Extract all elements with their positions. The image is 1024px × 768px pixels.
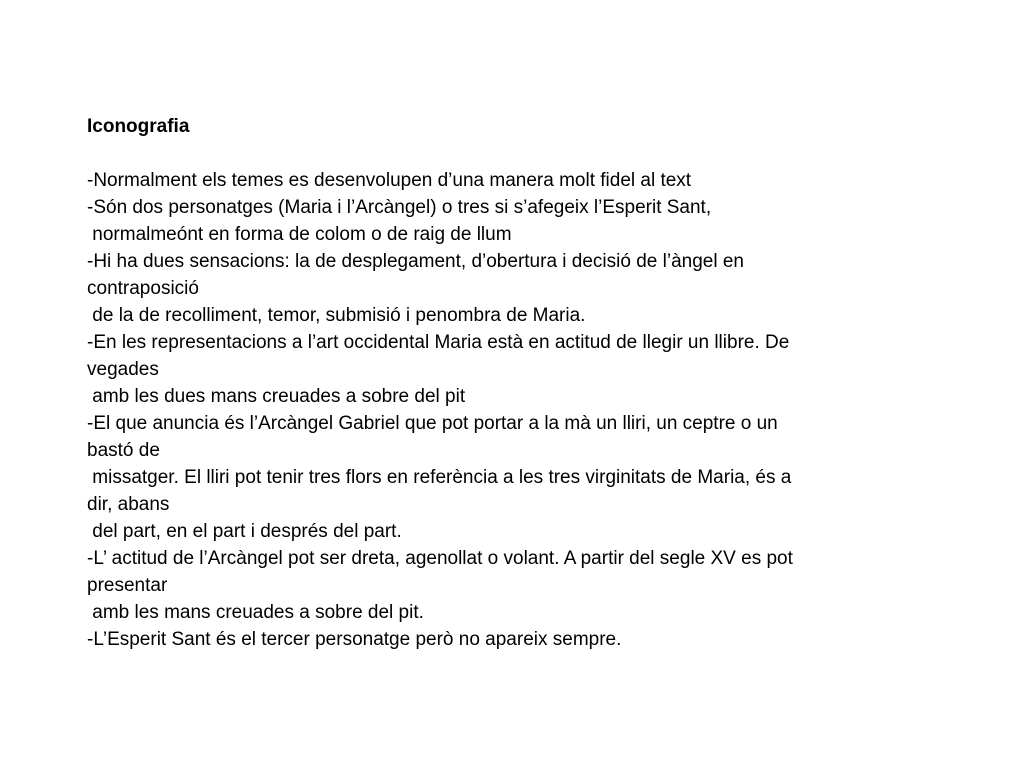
body-line: amb les mans creuades a sobre del pit. xyxy=(87,602,424,623)
body-line: bastó de xyxy=(87,440,160,461)
body-line: -En les representacions a l’art occidental Maria està en actitud de llegir un llibre. De xyxy=(87,332,790,353)
body-line: de la de recolliment, temor, submisió i penombra de Maria. xyxy=(87,305,586,326)
body-line: -Són dos personatges (Maria i l’Arcàngel) o tres si s’afegeix l’Esperit Sant, xyxy=(87,197,712,218)
body-line: amb les dues mans creuades a sobre del pit xyxy=(87,386,466,407)
body-line: presentar xyxy=(87,575,168,596)
body-line: normalmeónt en forma de colom o de raig de llum xyxy=(87,224,512,245)
body-line: -Hi ha dues sensacions: la de desplegament, d’obertura i decisió de l’àngel en xyxy=(87,251,744,272)
body-line: vegades xyxy=(87,359,159,380)
body-line: contraposició xyxy=(87,278,199,299)
body-line: dir, abans xyxy=(87,494,170,515)
body-line: -El que anuncia és l’Arcàngel Gabriel que pot portar a la mà un lliri, un ceptre o un xyxy=(87,413,778,434)
body-line: del part, en el part i després del part. xyxy=(87,521,402,542)
body-line: -L’Esperit Sant és el tercer personatge però no apareix sempre. xyxy=(87,629,622,650)
body-line: -L’ actitud de l’Arcàngel pot ser dreta, agenollat o volant. A partir del segle XV es pot xyxy=(87,548,793,569)
slide-title: Iconografia xyxy=(87,116,190,137)
slide-body xyxy=(87,167,793,653)
body-line: missatger. El lliri pot tenir tres flors en referència a les tres virginitats de Maria, és a xyxy=(87,467,792,488)
body-line: -Normalment els temes es desenvolupen d’una manera molt fidel al text xyxy=(87,170,692,191)
